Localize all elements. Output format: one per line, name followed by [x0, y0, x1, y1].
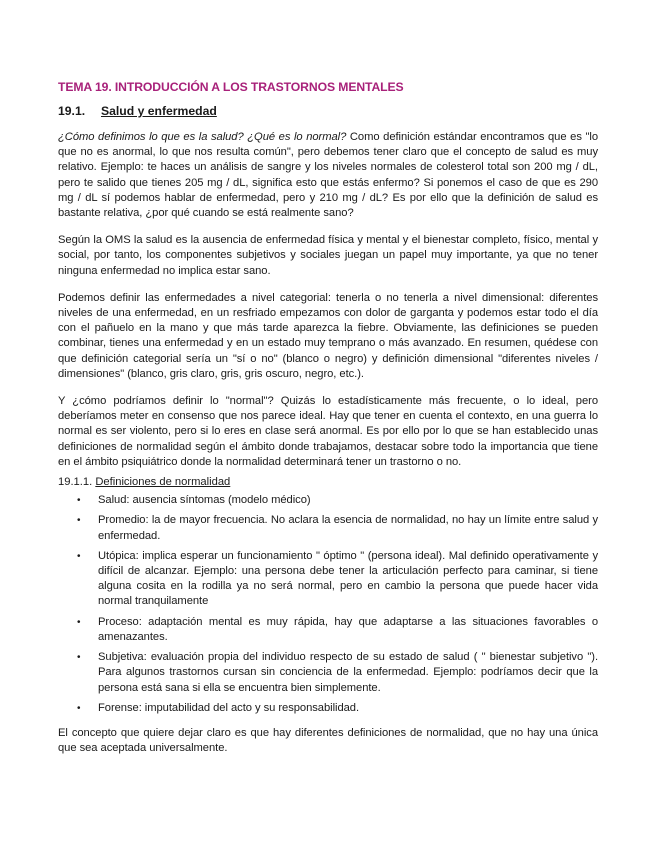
paragraph-1-body: Como definición estándar encontramos que es "lo que no es anormal, lo que nos resulta común", pero debemos tener claro que el concepto de salud es muy relativo. Ejemplo: te haces un análisis de sangre y los niveles normales de colesterol total son 200 mg / dL, pero te salido que tienes 205 mg / dL, significa esto que estás enfermo? Si ponemos el caso de que es 290 mg / dL sí podemos hablar de enfermedad, pero y 210 mg / dL? Es por ello que la definición de salud es bastante relativa, ¿por qué cuando se está realmente sano? [58, 131, 598, 220]
bullet-icon: • [77, 702, 81, 714]
bullet-icon: • [77, 550, 81, 562]
list-item: • Promedio: la de mayor frecuencia. No aclara la esencia de normalidad, no hay un límite entre salud y enfermedad. [77, 514, 598, 542]
document-title: TEMA 19. INTRODUCCIÓN A LOS TRASTORNOS MENTALES [58, 80, 404, 94]
bullet-icon: • [77, 616, 81, 628]
list-item: • Salud: ausencia síntomas (modelo médico) [58, 493, 598, 508]
section-number: 19.1. [58, 104, 86, 118]
paragraph-1 [58, 130, 598, 221]
bullet-icon: • [77, 652, 81, 664]
paragraph-3: Podemos definir las enfermedades a nivel categorial: tenerla o no tenerla a nivel dimensional: diferentes niveles de una enfermedad, en un resfriado empezamos con dolor de garganta y podemos estar todo el día con el pañuelo en la mano y que más tarde aparezca la fiebre. Obviamente, las definiciones se pueden combinar, tienes una enfermedad y en un estado muy temprano o más avanzado. En resumen, quédese con que definición categorial sería un "sí o no" (blanco o negro) y definición dimensional "diferentes niveles / dimensiones" (blanco, gris claro, gris, gris oscuro, negro, etc.). [58, 291, 598, 380]
subsection-title: Definiciones de normalidad [95, 476, 231, 489]
bullet-icon: • [77, 495, 81, 507]
list-item: • Proceso: adaptación mental es muy rápida, hay que adaptarse a las situaciones favorables o amenazantes. [77, 615, 598, 643]
paragraph-1-question: ¿Cómo definimos lo que es la salud? ¿Qué es lo normal? [58, 131, 347, 143]
definitions-list [58, 493, 598, 716]
subsection-number: 19.1.1. [58, 476, 93, 489]
paragraph-4: Y ¿cómo podríamos definir lo "normal"? Quizás lo estadísticamente más frecuente, o lo ideal, pero deberíamos meter en consenso que nos parece ideal. Hay que tener en cuenta el contexto, en una guerra lo normal es ser violento, pero si lo eres en clase será anormal. Es por ello por lo que se han establecido unas definiciones de normalidad según el ámbito donde trabajamos, destacar sobre todo la importancia que tiene en el ámbito psiquiátrico donde la normalidad determinará tener un trastorno o no. [58, 395, 598, 468]
list-item: • Forense: imputabilidad del acto y su responsabilidad. [58, 701, 598, 716]
list-item: • Utópica: implica esperar un funcionamiento " óptimo " (persona ideal). Mal definido operativamente y difícil de alcanzar. Ejemplo: una persona debe tener la articulación perfecto para caminar, si tiene alguna cosita en la rodilla ya no será normal, pero en cambio la persona que puede hacer vida normal tranquilamente [77, 549, 598, 608]
paragraph-2: Según la OMS la salud es la ausencia de enfermedad física y mental y el bienestar completo, físico, mental y social, por tanto, los componentes subjetivos y sociales juegan un papel muy importante, ya que no tener ninguna enfermedad no implica estar sano. [58, 234, 598, 277]
list-item: • Subjetiva: evaluación propia del individuo respecto de su estado de salud ( " bienestar subjetivo "). Para algunos trastornos cursan sin conciencia de la enfermedad. Ejemplo: podríamos decir que la persona está sana si ella se encuentra bien simplemente. [77, 651, 598, 694]
section-heading [58, 104, 598, 118]
bullet-icon: • [77, 515, 81, 527]
subsection-heading [58, 475, 598, 490]
paragraph-5: El concepto que quiere dejar claro es que hay diferentes definiciones de normalidad, que no hay una única que sea aceptada universalmente. [58, 726, 598, 755]
document-page [58, 80, 598, 768]
section-title: Salud y enfermedad [101, 104, 217, 118]
